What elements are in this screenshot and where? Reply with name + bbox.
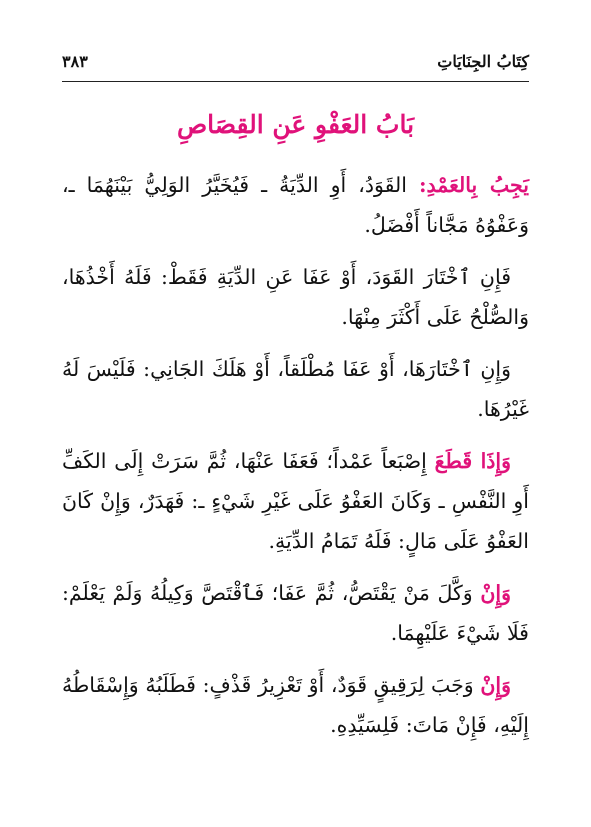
paragraph-5 bbox=[62, 573, 529, 653]
chapter-title: بَابُ العَفْوِ عَنِ القِصَاصِ bbox=[176, 110, 415, 139]
paragraph-text: فَإِنِ ٱخْتَارَ القَوَدَ، أَوْ عَفَا عَنِ الدِّيَةِ فَقَطْ: فَلَهُ أَخْذُهَا، وَالصُّلْحُ عَلَى أَكْثَرَ مِنْهَا. bbox=[62, 265, 529, 329]
paragraph-text: إِصْبَعاً عَمْداً؛ فَعَفَا عَنْهَا، ثُمَّ سَرَتْ إِلَى الكَفِّ أَوِ النَّفْسِ ـ وَكَانَ العَفْوُ عَلَى غَيْرِ شَيْءٍ ـ: فَهَدَرٌ، وَإِنْ كَانَ العَفْوُ عَلَى مَالٍ: فَلَهُ تَمَامُ الدِّيَةِ. bbox=[62, 449, 529, 553]
paragraph-1 bbox=[62, 165, 529, 245]
paragraph-4 bbox=[62, 441, 529, 561]
body-text bbox=[62, 165, 529, 757]
paragraph-text: وَكَّلَ مَنْ يَقْتَصُّ، ثُمَّ عَفَا؛ فَٱقْتَصَّ وَكِيلُهُ وَلَمْ يَعْلَمْ: فَلَا شَيْءَ عَلَيْهِمَا. bbox=[62, 581, 529, 645]
page-number: ٣٨٣ bbox=[62, 52, 88, 71]
paragraph-2 bbox=[62, 257, 529, 337]
page-header bbox=[62, 52, 529, 80]
paragraph-lead: وَإِنْ bbox=[480, 673, 511, 697]
paragraph-text: وَجَبَ لِرَقِيقٍ قَوَدٌ، أَوْ تَعْزِيرُ قَذْفٍ: فَطَلَبُهُ وَإِسْقَاطُهُ إِلَيْهِ، فَإِنْ مَاتَ: فَلِسَيِّدِهِ. bbox=[62, 673, 529, 737]
paragraph-6 bbox=[62, 665, 529, 745]
paragraph-lead: وَإِنْ bbox=[480, 581, 511, 605]
paragraph-text: وَإِنِ ٱخْتَارَهَا، أَوْ عَفَا مُطْلَقاً، أَوْ هَلَكَ الجَانِي: فَلَيْسَ لَهُ غَيْرُهَا. bbox=[62, 357, 529, 421]
paragraph-lead: وَإِذَا قَطَعَ bbox=[434, 449, 511, 473]
paragraph-text: القَوَدُ، أَوِ الدِّيَةُ ـ فَيُخَيَّرُ الوَلِيُّ بَيْنَهُمَا ـ، وَعَفْوُهُ مَجَّاناً أَفْضَلُ. bbox=[62, 173, 529, 237]
header-rule bbox=[62, 81, 529, 82]
paragraph-3 bbox=[62, 349, 529, 429]
running-title: كِتَابُ الجِنَايَاتِ bbox=[437, 52, 529, 71]
paragraph-lead: يَجِبُ بِالعَمْدِ: bbox=[418, 173, 529, 197]
